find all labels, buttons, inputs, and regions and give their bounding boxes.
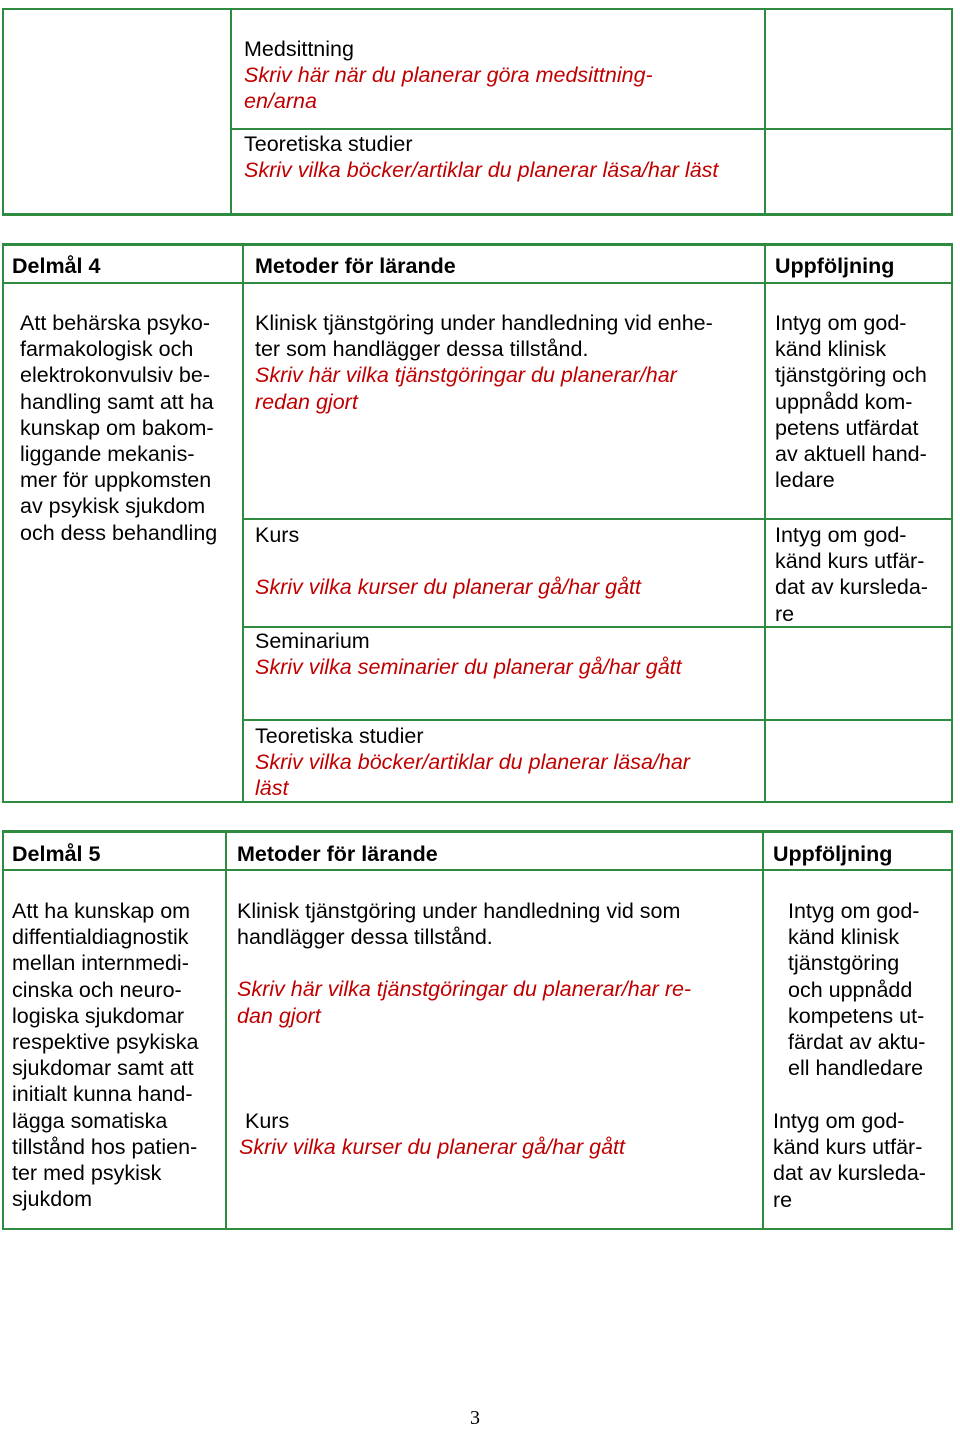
followup-line: Intyg om god- bbox=[775, 523, 907, 547]
teoretiska-instruction: Skriv vilka böcker/artiklar du planerar läsa/har läst bbox=[244, 158, 719, 182]
delmal4-teoretiska-instruction-line: läst bbox=[255, 776, 289, 800]
klinisk-instruction-line: dan gjort bbox=[237, 1003, 321, 1028]
delmal5-kurs-followup bbox=[773, 1108, 926, 1213]
goal-line: handling samt att ha bbox=[20, 389, 214, 414]
delmal5-followup-header: Uppföljning bbox=[773, 842, 893, 866]
goal-line: farmakologisk och bbox=[20, 337, 194, 362]
followup-line: dat av kursleda- bbox=[773, 1161, 926, 1186]
delmal4-seminarium-heading: Seminarium bbox=[255, 629, 370, 653]
goal-line: tillstånd hos patien- bbox=[12, 1134, 198, 1159]
medsittning-instruction-line: Skriv här när du planerar göra medsittning- bbox=[244, 63, 653, 87]
followup-line: känd kurs utfär- bbox=[775, 549, 925, 574]
delmal4-methods-header: Metoder för lärande bbox=[255, 254, 456, 278]
delmal5-goal-header: Delmål 5 bbox=[12, 842, 101, 866]
followup-line: ell handledare bbox=[788, 1056, 924, 1081]
followup-line: tjänstgöring bbox=[788, 951, 900, 976]
delmal4-kurs-instruction: Skriv vilka kurser du planerar gå/har gått bbox=[255, 575, 641, 599]
goal-line: respektive psykiska bbox=[12, 1030, 199, 1055]
followup-line: tjänstgöring och bbox=[775, 363, 927, 388]
goal-line: elektrokonvulsiv be- bbox=[20, 363, 211, 388]
followup-line: känd klinisk bbox=[775, 337, 887, 362]
followup-line: ledare bbox=[775, 468, 835, 493]
medsittning-instruction-line: en/arna bbox=[244, 89, 317, 113]
delmal4-kurs-heading: Kurs bbox=[255, 523, 300, 547]
goal-line: lägga somatiska bbox=[12, 1108, 168, 1133]
delmal5-methods-header: Metoder för lärande bbox=[237, 842, 438, 866]
followup-line: Intyg om god- bbox=[773, 1109, 905, 1133]
goal-line: sjukdomar samt att bbox=[12, 1056, 194, 1081]
followup-line: känd kurs utfär- bbox=[773, 1135, 923, 1160]
delmal4-goal-text bbox=[20, 310, 217, 546]
klinisk-instruction-line: Skriv här vilka tjänstgöringar du planerar/har bbox=[255, 363, 677, 388]
followup-line: re bbox=[773, 1187, 793, 1212]
followup-line: och uppnådd bbox=[788, 977, 913, 1002]
followup-line: petens utfärdat bbox=[775, 415, 919, 440]
followup-line: dat av kursleda- bbox=[775, 575, 928, 600]
delmal4-kurs-followup bbox=[775, 522, 928, 627]
teoretiska-heading: Teoretiska studier bbox=[244, 132, 413, 156]
goal-line: och dess behandling bbox=[20, 520, 218, 545]
goal-line: sjukdom bbox=[12, 1187, 93, 1212]
delmal4-klinisk-cell bbox=[255, 310, 713, 415]
followup-line: uppnådd kom- bbox=[775, 389, 913, 414]
goal-line: diffentialdiagnostik bbox=[12, 925, 189, 950]
delmal5-klinisk-followup bbox=[788, 898, 925, 1081]
followup-line: känd klinisk bbox=[788, 925, 900, 950]
goal-line: Att behärska psyko- bbox=[20, 311, 211, 335]
goal-line: liggande mekanis- bbox=[20, 442, 195, 467]
delmal4-teoretiska-heading: Teoretiska studier bbox=[255, 724, 424, 748]
followup-line: av aktuell hand- bbox=[775, 442, 927, 467]
klinisk-instruction-line: redan gjort bbox=[255, 389, 358, 414]
delmal4-teoretiska-instruction-line: Skriv vilka böcker/artiklar du planerar läsa/har bbox=[255, 750, 690, 774]
klinisk-instruction-line: Skriv här vilka tjänstgöringar du planerar/har re- bbox=[237, 977, 692, 1002]
klinisk-text-line: handlägger dessa tillstånd. bbox=[237, 925, 493, 950]
delmal4-klinisk-followup bbox=[775, 310, 927, 493]
goal-line: Att ha kunskap om bbox=[12, 899, 191, 923]
goal-line: kunskap om bakom- bbox=[20, 415, 214, 440]
klinisk-text-line: Klinisk tjänstgöring under handledning vid enhe- bbox=[255, 311, 713, 335]
klinisk-text-line: Klinisk tjänstgöring under handledning vid som bbox=[237, 899, 681, 923]
goal-line: mer för uppkomsten bbox=[20, 468, 212, 493]
goal-line: av psykisk sjukdom bbox=[20, 494, 206, 519]
page-number: 3 bbox=[470, 1407, 480, 1429]
followup-line: Intyg om god- bbox=[788, 899, 920, 923]
delmal4-seminarium-instruction: Skriv vilka seminarier du planerar gå/har gått bbox=[255, 655, 682, 679]
medsittning-heading: Medsittning bbox=[244, 37, 354, 61]
goal-line: logiska sjukdomar bbox=[12, 1003, 185, 1028]
followup-line: re bbox=[775, 601, 795, 626]
followup-line: Intyg om god- bbox=[775, 311, 907, 335]
goal-line: cinska och neuro- bbox=[12, 977, 182, 1002]
delmal5-kurs-instruction: Skriv vilka kurser du planerar gå/har gått bbox=[239, 1135, 625, 1159]
klinisk-text-line: ter som handlägger dessa tillstånd. bbox=[255, 337, 589, 362]
delmal5-klinisk-cell bbox=[237, 898, 691, 1029]
delmal5-kurs-heading: Kurs bbox=[245, 1109, 290, 1133]
followup-line: färdat av aktu- bbox=[788, 1030, 926, 1055]
delmal4-goal-header: Delmål 4 bbox=[12, 254, 101, 278]
delmal5-goal-text bbox=[12, 898, 198, 1212]
goal-line: mellan internmedi- bbox=[12, 951, 189, 976]
delmal4-followup-header: Uppföljning bbox=[775, 254, 895, 278]
followup-line: kompetens ut- bbox=[788, 1003, 925, 1028]
goal-line: ter med psykisk bbox=[12, 1161, 162, 1186]
goal-line: initialt kunna hand- bbox=[12, 1082, 193, 1107]
